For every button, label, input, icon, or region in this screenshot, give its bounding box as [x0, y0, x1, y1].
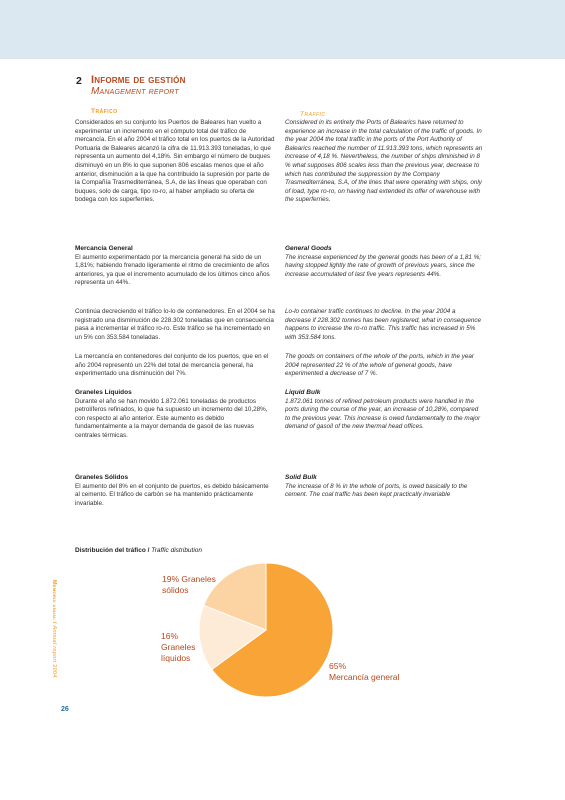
general-goods-heading: General Goods	[285, 245, 332, 252]
mercancia-general-heading: Mercancía General	[75, 245, 133, 252]
general-goods-p1: The increase experienced by the general goods has been of a 1,81 %; having stopped lightly the rate of growth of previous years, since the increase accumulated of last five years represents 44%.	[285, 253, 482, 278]
kicker-traffic: Traffic	[300, 111, 326, 118]
solid-bulk-text: The increase of 8 % in the whole of ports, is owed basically to the cement. The coal traffic has been kept practically invariable	[285, 482, 468, 499]
pie-label-liquidos-pct: 16%	[161, 631, 179, 641]
pie-label-solidos	[162, 574, 216, 596]
chart-title-en: Traffic distribution	[151, 547, 203, 554]
solid-bulk-heading: Solid Bulk	[285, 474, 317, 481]
pie-label-solidos-pct: 19% Graneles	[162, 574, 216, 584]
pie-label-liquidos-name: Graneles líquidos	[161, 642, 196, 663]
trafico-text: Considerados en su conjunto los Puertos de Baleares han vuelto a experimentar un incremento en el cómputo total del tráfico de mercancía. En el año 2004 el tráfico total en los puertos de la Autoridad Portuaria de Baleares alcanzó la cifra de 11.913.393 toneladas, lo que representa un aumento del 4,18%. Sin embargo el número de buques disminuyó en un 8% lo que suponen 806 escalas menos que el año anterior, disminución a la que ha contribuido la supresión por parte de la Compañía Trasmediterránea, S.A, de las líneas que operaban con buques, solo de carga, tipo ro-ro, al haber ampliado su oferta de bodega con los superferries.	[75, 119, 275, 204]
graneles-liquidos-text: Durante el año se han movido 1.872.061 toneladas de productos petrolíferos refinados, lo que ha supuesto un incremento del 10,28%, con respecto al año anterior. Este aumento es debido fundamentalmente a la mayor demanda de gasoil de las nuevas centrales térmicas.	[75, 397, 268, 439]
graneles-solidos-text: El aumento del 8% en el conjunto de puertos, es debido básicamente al cemento. El tráfico de carbón se ha mantenido prácticamente invariable.	[75, 482, 269, 507]
chart-title-es: Distribución del tráfico /	[75, 547, 150, 554]
kicker-trafico: Tráfico	[91, 108, 118, 115]
section-number: 2	[76, 75, 82, 87]
traffic-text: Considered in its entirety the Ports of Balearics have returned to experience an increase in the total calculation of the traffic of goods. In the year 2004 the total traffic in the ports of the Port Authority of Balearics reached the number of 11.913.393 tons, which represents an increase of 4,18 %. Nevertheless, the number of ships diminished in 8 % what supposes 806 scales less than the previous year, decrease to which has contributed the suppression by the Company Trasmediterránea, S.A, of the lines that were operating with ships, only of load, type ro-ro, on having had extended its offer of warehouse with the superferries.	[285, 119, 483, 204]
pie-label-general-name: Mercancía general	[329, 672, 400, 682]
pie-label-general-pct: 65%	[329, 661, 347, 671]
mercancia-general-p3: La mercancía en contenedores del conjunto de los puertos, que en el año 2004 representó un 22% del total de mercancía general, ha experimentado una disminución del 7%.	[75, 353, 269, 378]
section-title: Informe de gestión	[91, 74, 186, 86]
sidebar-vertical-text	[51, 580, 57, 690]
pie-label-liquidos	[161, 631, 211, 664]
graneles-liquidos-heading: Graneles Líquidos	[75, 389, 132, 396]
graneles-solidos-heading: Graneles Sólidos	[75, 474, 129, 481]
general-goods-p2: Lo-lo container traffic continues to decline. In the year 2004 a decrease if 228.302 tonnes has been registered, what in consequence happens to increase the ro-ro traffic. This traffic has increased in 5% with 353.584 tons.	[285, 308, 482, 341]
sidebar-memoria: Memoria anual /	[51, 580, 57, 624]
pie-label-solidos-name: sólidos	[162, 585, 189, 595]
sidebar-annual: Annual report	[51, 625, 57, 663]
page-number: 26	[61, 706, 69, 713]
liquid-bulk-heading: Liquid Bulk	[285, 389, 321, 396]
section-subtitle: Management report	[91, 86, 179, 97]
pie-label-general	[329, 661, 399, 683]
sidebar-year: 2004	[51, 664, 57, 678]
general-goods-p3: The goods on containers of the whole of the ports, which in the year 2004 represented 22 % of the whole of general goods, have experimented a decrease of 7 %.	[285, 353, 475, 378]
liquid-bulk-text: 1.872.061 tonnes of refined petroleum products were handled in the ports during the course of the year, an increase of 10,28%, compared to the previous year. This increase is owed fundamentally to the major demand of gasoil of the new thermal head offices.	[285, 397, 481, 431]
mercancia-general-p1: El aumento experimentado por la mercancía general ha sido de un 1,81%; habiendo frenado ligeramente el ritmo de crecimiento de años anteriores, ya que el incremento acumulado de los últimos cinco años representa un 44%.	[75, 253, 270, 287]
mercancia-general-p2: Continúa decreciendo el tráfico lo-lo de contenedores. En el 2004 se ha registrado una disminución de 228.302 toneladas que en consecuencia pasa a incrementar el tráfico ro-ro. Este tráfico se ha incrementado en un 5% con 353.584 toneladas.	[75, 308, 275, 341]
